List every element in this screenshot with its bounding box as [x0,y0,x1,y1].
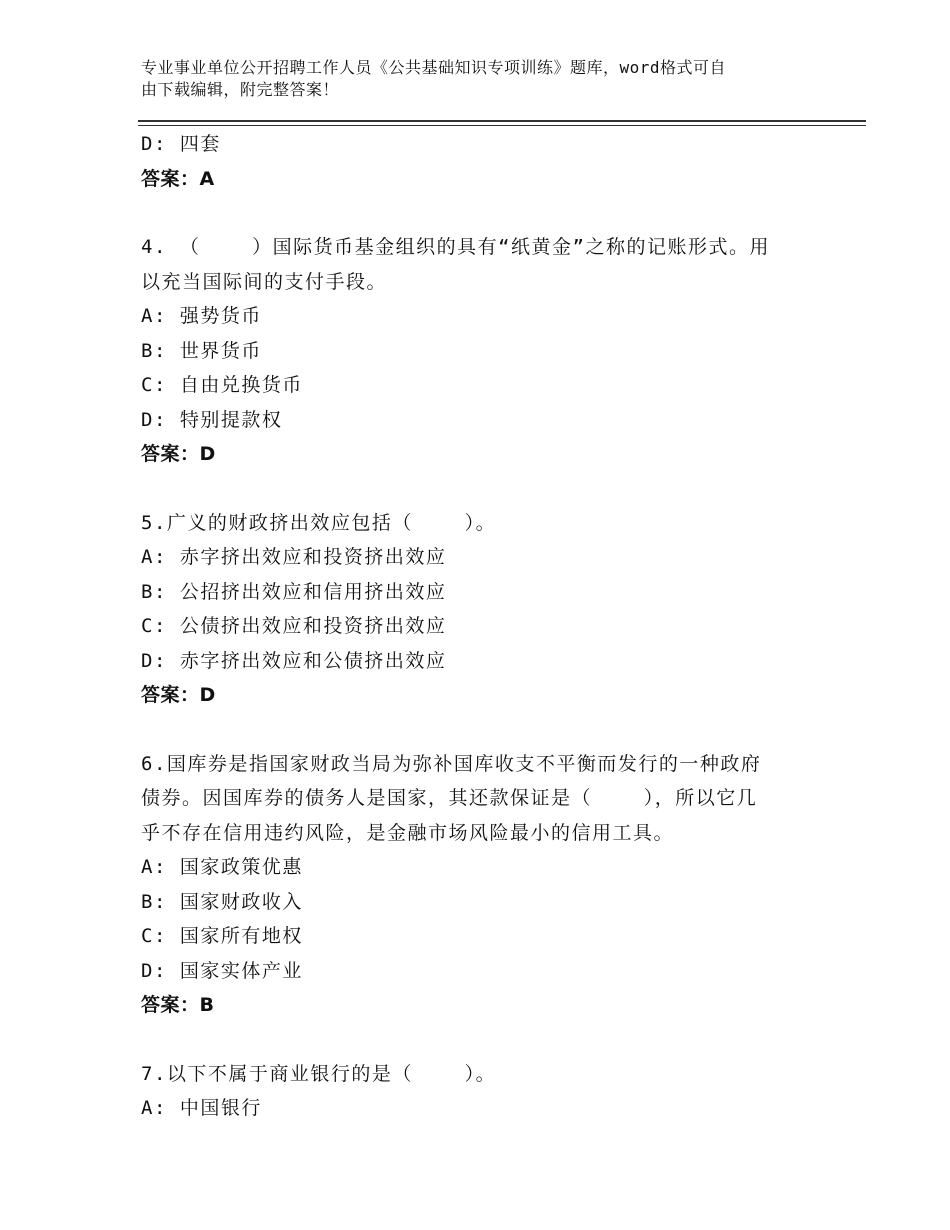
header-rule-thick [138,120,866,122]
q5-option-b: B: 公招挤出效应和信用挤出效应 [141,580,447,603]
q4-option-a: A: 强势货币 [141,305,262,327]
question-6-text: 6.国库券是指国家财政当局为弥补国库收支不平衡而发行的一种政府 [141,752,762,775]
question-list [141,127,831,1126]
answer-label: 答案：A [141,167,215,190]
question-6-text-cont: 债券。因国库券的债务人是国家，其还款保证是（ ），所以它几 [141,787,758,809]
question-5-text: 5.广义的财政挤出效应包括（ ）。 [141,511,497,534]
q4-option-c: C: 自由兑换货币 [141,374,303,396]
q6-option-a: A: 国家政策优惠 [141,856,303,878]
q5-option-c: C: 公债挤出效应和投资挤出效应 [141,615,447,637]
question-6-text-cont-2: 乎不存在信用违约风险，是金融市场风险最小的信用工具。 [141,821,675,844]
question-4-text-cont: 以充当国际间的支付手段。 [141,270,388,293]
q6-option-b: B: 国家财政收入 [141,890,303,913]
page-header [141,57,821,101]
q5-option-a: A: 赤字挤出效应和投资挤出效应 [141,546,447,568]
q7-option-a: A: 中国银行 [141,1097,262,1119]
q6-option-d: D: 国家实体产业 [141,959,303,982]
q5-answer: 答案：D [141,684,216,706]
q4-option-d: D: 特别提款权 [141,408,283,431]
q6-option-c: C: 国家所有地权 [141,925,303,947]
question-4-text: 4. （ ）国际货币基金组织的具有“纸黄金”之称的记账形式。用 [141,236,770,258]
q6-answer: 答案：B [141,994,215,1016]
header-rule-thin [138,125,866,126]
header-line-2: 由下载编辑，附完整答案！ [141,80,340,99]
q4-option-b: B: 世界货币 [141,339,262,362]
header-line-1: 专业事业单位公开招聘工作人员《公共基础知识专项训练》题库，word格式可自 [141,58,727,77]
question-7-text: 7.以下不属于商业银行的是（ ）。 [141,1062,497,1085]
q4-answer: 答案：D [141,443,216,465]
option-d: D: 四套 [141,133,221,155]
q5-option-d: D: 赤字挤出效应和公债挤出效应 [141,649,447,672]
